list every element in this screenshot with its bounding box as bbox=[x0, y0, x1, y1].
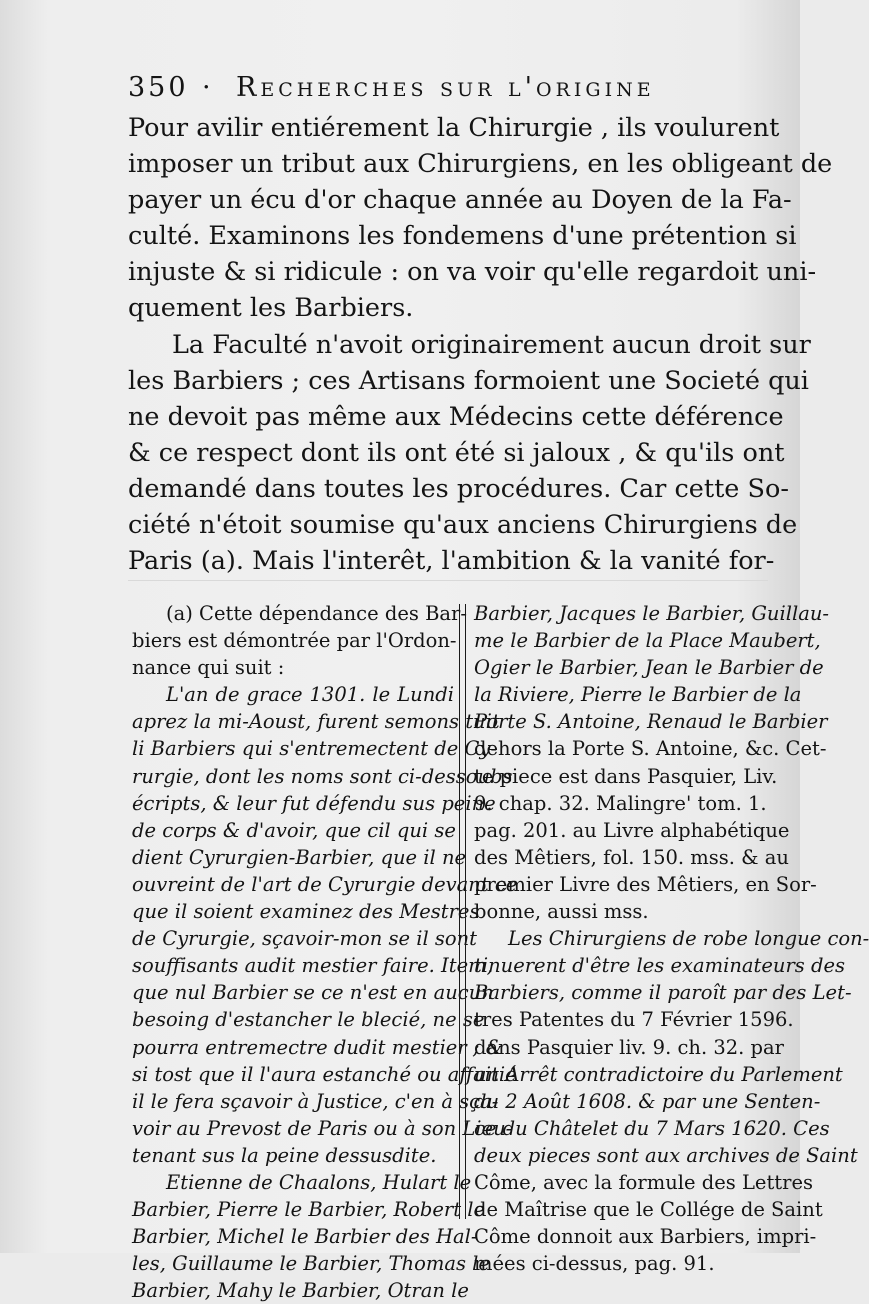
main-line: injuste & si ridicule : on va voir qu'elle regardoit uni- bbox=[128, 257, 817, 288]
footnote-left-column bbox=[132, 600, 518, 1304]
footnote-line: pag. 201. au Livre alphabétique bbox=[474, 818, 790, 842]
footnote-line: ouvreint de l'art de Cyrurgie devant ce bbox=[132, 872, 518, 896]
footnote-line: dehors la Porte S. Antoine, &c. Cet- bbox=[474, 737, 827, 761]
footnote-line: Barbier, Michel le Barbier des Hal- bbox=[132, 1225, 478, 1249]
footnote-line: ce du Châtelet du 7 Mars 1620. Ces bbox=[474, 1116, 830, 1140]
main-line: La Faculté n'avoit originairement aucun droit sur bbox=[172, 329, 811, 360]
footnote-line: li Barbiers qui s'entremectent de Cy- bbox=[132, 737, 498, 761]
footnote-line: me le Barbier de la Place Maubert, bbox=[474, 629, 821, 653]
main-line: demandé dans toutes les procédures. Car cette So- bbox=[128, 473, 789, 504]
footnote-line: Barbier, Mahy le Barbier, Otran le bbox=[132, 1279, 469, 1303]
main-line: Paris (a). Mais l'interêt, l'ambition & la vanité for- bbox=[128, 546, 775, 577]
main-line: & ce respect dont ils ont été si jaloux , & qu'ils ont bbox=[128, 437, 785, 468]
footnote-line: Barbier, Pierre le Barbier, Robert le bbox=[132, 1198, 486, 1222]
main-text bbox=[128, 110, 833, 579]
main-line: les Barbiers ; ces Artisans formoient une Societé qui bbox=[128, 365, 809, 396]
footnote-line: pourra entremectre dudit mestier ; & bbox=[132, 1035, 503, 1059]
footnote-line: rurgie, dont les noms sont ci-dessoubs bbox=[132, 764, 513, 788]
footnote-line: Barbier, Jacques le Barbier, Guillau- bbox=[474, 602, 829, 625]
footnote-line: biers est démontrée par l'Ordon- bbox=[132, 629, 457, 653]
footnote-line: la Riviere, Pierre le Barbier de la bbox=[474, 683, 802, 707]
footnote-line: de Cyrurgie, sçavoir-mon se il sont bbox=[132, 927, 478, 951]
footnote-line: deux pieces sont aux archives de Saint bbox=[474, 1143, 858, 1167]
footnote-line: souffisants audit mestier faire. Item, bbox=[132, 954, 493, 978]
footnote-right-column bbox=[474, 600, 869, 1277]
main-line: ciété n'étoit soumise qu'aux anciens Chirurgiens de bbox=[128, 510, 798, 541]
footnote-line: aprez la mi-Aoust, furent semons tuit bbox=[132, 710, 500, 734]
main-line: payer un écu d'or chaque année au Doyen de la Fa- bbox=[128, 185, 792, 216]
main-line: ne devoit pas même aux Médecins cette déférence bbox=[128, 401, 784, 432]
footnote-line: dans Pasquier liv. 9. ch. 32. par bbox=[474, 1035, 784, 1059]
footnote-line: un Arrêt contradictoire du Parlement bbox=[474, 1062, 843, 1086]
footnote-line: si tost que il l'aura estanché ou affaitié bbox=[132, 1062, 517, 1086]
main-line: Pour avilir entiérement la Chirurgie , ils voulurent bbox=[128, 113, 780, 143]
main-line: imposer un tribut aux Chirurgiens, en les obligeant de bbox=[128, 149, 833, 180]
main-line: culté. Examinons les fondemens d'une prétention si bbox=[128, 221, 797, 252]
footnote-line: Ogier le Barbier, Jean le Barbier de bbox=[474, 656, 824, 680]
footnote-line: écripts, & leur fut défendu sus peine bbox=[132, 791, 496, 815]
footnote-line: (a) Cette dépendance des Bar- bbox=[166, 602, 467, 625]
running-header bbox=[128, 72, 768, 112]
footnote-line: tinuerent d'être les examinateurs des bbox=[474, 954, 846, 978]
footnote-line: tenant sus la peine dessusdite. bbox=[132, 1143, 437, 1167]
footnote-line: te piece est dans Pasquier, Liv. bbox=[474, 764, 778, 788]
footnote-line: que nul Barbier se ce n'est en aucun bbox=[132, 981, 494, 1005]
footnote-line: Porte S. Antoine, Renaud le Barbier bbox=[474, 710, 828, 734]
footnote-line: des Mêtiers, fol. 150. mss. & au bbox=[474, 845, 789, 869]
footnote-line: bonne, aussi mss. bbox=[474, 900, 649, 924]
footnote-line: de corps & d'avoir, que cil qui se bbox=[132, 818, 456, 842]
footnote-line: tres Patentes du 7 Février 1596. bbox=[474, 1008, 794, 1032]
footnote-line: Côme donnoit aux Barbiers, impri- bbox=[474, 1225, 817, 1249]
footnote-line: L'an de grace 1301. le Lundi bbox=[166, 683, 454, 707]
bleed-through-shadow bbox=[128, 580, 768, 581]
footnote-line: Côme, avec la formule des Lettres bbox=[474, 1170, 814, 1194]
column-divider bbox=[459, 604, 466, 1219]
footnote-line: Les Chirurgiens de robe longue con- bbox=[508, 927, 869, 951]
footnote-line: dient Cyrurgien-Barbier, que il ne bbox=[132, 845, 467, 869]
footnote-line: voir au Prevost de Paris ou à son Lieu- bbox=[132, 1116, 513, 1140]
running-title: Recherches sur l'origine bbox=[236, 72, 655, 103]
footnote-line: de Maîtrise que le Collége de Saint bbox=[474, 1198, 823, 1222]
footnote-line: Etienne de Chaalons, Hulart le bbox=[166, 1170, 472, 1194]
footnote-line: mées ci-dessus, pag. 91. bbox=[474, 1252, 715, 1276]
footnote-line: 9. chap. 32. Malingre' tom. 1. bbox=[474, 791, 767, 815]
page-number: 350 bbox=[128, 72, 189, 103]
footnote-line: nance qui suit : bbox=[132, 656, 285, 680]
header-separator: · bbox=[202, 72, 214, 103]
footnote-line: premier Livre des Mêtiers, en Sor- bbox=[474, 872, 817, 896]
footnote-line: que il soient examinez des Mestres bbox=[132, 900, 480, 924]
footnote-line: il le fera sçavoir à Justice, c'en à sça- bbox=[132, 1089, 499, 1113]
footnote-line: besoing d'estancher le blecié, ne se bbox=[132, 1008, 485, 1032]
footnote-line: les, Guillaume le Barbier, Thomas le bbox=[132, 1252, 490, 1276]
footnote-line: Barbiers, comme il paroît par des Let- bbox=[474, 981, 852, 1005]
main-line: quement les Barbiers. bbox=[128, 293, 414, 324]
footnote-line: du 2 Août 1608. & par une Senten- bbox=[474, 1089, 821, 1113]
